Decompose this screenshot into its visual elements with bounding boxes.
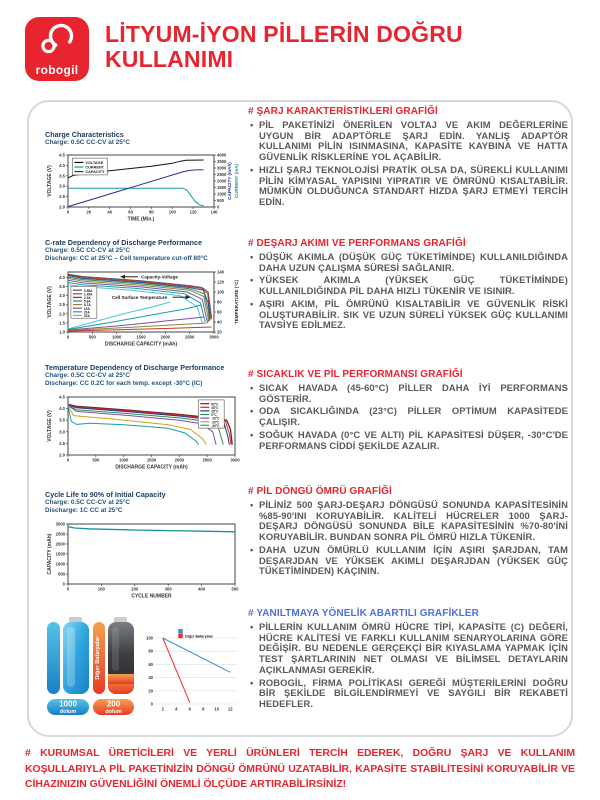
svg-text:20A: 20A <box>83 310 90 315</box>
section-sicaklik-performans <box>248 369 568 453</box>
svg-text:200: 200 <box>131 586 139 592</box>
svg-text:2500: 2500 <box>185 334 195 340</box>
bullet-list <box>248 622 568 710</box>
svg-text:4000: 4000 <box>217 152 227 158</box>
chart-crate-discharge <box>45 238 247 348</box>
svg-text:2: 2 <box>161 706 164 712</box>
svg-text:1500: 1500 <box>146 457 157 463</box>
svg-text:Capacity-Voltage: Capacity-Voltage <box>141 274 178 280</box>
svg-text:500: 500 <box>88 334 96 340</box>
section-abartili-grafikler <box>248 608 568 712</box>
svg-text:0: 0 <box>217 204 220 210</box>
svg-text:-30°C: -30°C <box>211 423 220 428</box>
svg-text:60: 60 <box>148 661 153 667</box>
svg-text:2500: 2500 <box>55 531 65 537</box>
svg-text:CAPACITY: CAPACITY <box>85 170 105 175</box>
blue-bar <box>47 622 60 694</box>
svg-text:1000: 1000 <box>217 191 227 197</box>
svg-text:500: 500 <box>58 571 65 577</box>
svg-text:2500: 2500 <box>217 172 227 178</box>
svg-text:2000: 2000 <box>174 457 184 463</box>
svg-text:4.5: 4.5 <box>59 394 65 400</box>
svg-text:2500: 2500 <box>202 457 212 463</box>
svg-text:DISCHARGE CAPACITY (mAh): DISCHARGE CAPACITY (mAh) <box>115 464 188 471</box>
svg-text:3000: 3000 <box>209 334 219 340</box>
bullet-list <box>248 383 568 451</box>
bullet-item: • DÜŞÜK AKIMLA (DÜŞÜK GÜÇ TÜKETİMİNDE) KULLANILDIĞINDA DAHA UZUN ÇALIŞMA SÜRESİ SAĞLANIR. <box>259 252 568 273</box>
svg-text:CURRENT: CURRENT <box>85 165 104 170</box>
page-title <box>105 22 463 71</box>
bullet-item: • YÜKSEK AKIMLA (YÜKSEK GÜÇ TÜKETİMİNDE) KULLANILDIĞINDA PİL DAHA HIZLI TÜKENİR VE ISINIR. <box>259 275 568 296</box>
svg-text:140: 140 <box>210 209 218 215</box>
svg-text:1500: 1500 <box>55 551 65 557</box>
svg-text:VOLTAGE (V): VOLTAGE (V) <box>47 285 53 318</box>
svg-text:3.0: 3.0 <box>59 292 65 298</box>
svg-text:0.58A: 0.58A <box>83 288 93 293</box>
section-dongu-omru <box>248 486 568 579</box>
svg-text:12: 12 <box>227 706 233 712</box>
svg-text:100: 100 <box>168 209 176 215</box>
svg-text:80: 80 <box>217 299 222 305</box>
svg-text:2.0: 2.0 <box>59 452 65 458</box>
logo-wordmark: robogil <box>35 63 79 77</box>
svg-text:20: 20 <box>148 688 153 694</box>
svg-text:TEMPERATURE (°C): TEMPERATURE (°C) <box>234 279 239 324</box>
svg-text:100: 100 <box>217 289 224 295</box>
bullet-item: • SICAK HAVADA (45-60°C) PİLLER DAHA İYİ PERFORMANS GÖSTERİR. <box>259 383 568 404</box>
svg-text:140: 140 <box>217 269 224 275</box>
svg-text:Diğer Bataryalar: Diğer Bataryalar <box>185 634 214 639</box>
section-sarj-karakteristikleri <box>248 106 568 210</box>
svg-text:100: 100 <box>146 635 153 641</box>
svg-text:0°C: 0°C <box>211 412 217 417</box>
svg-text:4: 4 <box>175 706 178 712</box>
chart-subtitle: Charge: 0.5C CC-CV at 25°C <box>45 247 130 254</box>
chart-charge-characteristics <box>45 130 247 223</box>
svg-text:6: 6 <box>188 706 191 712</box>
robogil-logo-icon <box>39 23 75 57</box>
bullet-item: • HIZLI ŞARJ TEKNOLOJİSİ PRATİK OLSA DA, SÜREKLİ KULLANIMI PİLİN KİMYASAL YAPISINI YIPRATIR VE ÖMRÜNÜ KISALTABİLİR. MÜMKÜN OLDUĞUNCA STANDART HIZDA ŞARJ ETMEYİ TERCİH EDİN. <box>259 165 568 208</box>
svg-text:0: 0 <box>150 701 153 707</box>
svg-text:2.5: 2.5 <box>59 194 65 200</box>
chart-title: Cycle Life to 90% of Initial Capacity <box>45 490 166 499</box>
chart-cycle-life <box>45 490 247 600</box>
svg-text:60: 60 <box>128 209 133 215</box>
svg-text:500: 500 <box>92 457 100 463</box>
svg-text:20: 20 <box>86 209 92 215</box>
svg-text:45°C: 45°C <box>211 405 219 410</box>
svg-text:300: 300 <box>164 586 172 592</box>
svg-text:15A: 15A <box>83 306 90 311</box>
chart-subtitle: Charge: 0.5C CC-CV at 25°C <box>45 372 130 379</box>
svg-text:40: 40 <box>148 675 153 681</box>
svg-text:CAPACITY (mAh): CAPACITY (mAh) <box>47 533 53 575</box>
svg-text:CURRENT (mA): CURRENT (mA) <box>234 164 239 199</box>
svg-text:3.5: 3.5 <box>59 417 65 423</box>
bullet-item: • PİL PAKETİNİZİ ÖNERİLEN VOLTAJ VE AKIM DEĞERLERİNE UYGUN BİR ADAPTÖRLE ŞARJ EDİN. YANLIŞ ADAPTÖR KULLANIMI PİLİN ISINMASINA, KAPASİTE KAYBINA VE HATTA GÜVENLİK RİSKLERİNE YOL AÇABİLİR. <box>259 120 568 163</box>
svg-text:1500: 1500 <box>136 334 146 340</box>
orange-badge-value: 200 <box>106 699 121 709</box>
svg-text:2000: 2000 <box>217 178 227 184</box>
svg-text:DISCHARGE CAPACITY (mAh): DISCHARGE CAPACITY (mAh) <box>104 341 178 348</box>
battery-comparison-chart <box>143 624 243 716</box>
svg-text:5.8A: 5.8A <box>83 299 91 304</box>
charge-characteristics-plot <box>45 149 241 223</box>
svg-text:VOLTAGE (V): VOLTAGE (V) <box>47 409 53 442</box>
svg-text:2.5: 2.5 <box>59 301 65 307</box>
svg-text:4.0: 4.0 <box>59 405 65 411</box>
section-heading: # DEŞARJ AKIMI VE PERFORMANS GRAFİĞİ <box>248 238 466 249</box>
blue-badge-value: 1000 <box>59 699 77 709</box>
svg-text:2.5: 2.5 <box>59 440 65 446</box>
svg-text:60°C: 60°C <box>211 401 219 406</box>
svg-text:40: 40 <box>107 209 113 215</box>
svg-text:CYCLE NUMBER: CYCLE NUMBER <box>131 593 172 600</box>
chart-subtitle: Charge: 0.5C CC-CV at 25°C <box>45 139 130 146</box>
svg-text:4.0: 4.0 <box>59 274 65 280</box>
svg-text:2.9A: 2.9A <box>83 295 91 300</box>
chart-title: Charge Characteristics <box>45 130 124 139</box>
bullet-list <box>248 120 568 208</box>
page-title-line2: KULLANIMI <box>105 45 234 72</box>
svg-text:3500: 3500 <box>217 159 227 165</box>
chart-subtitle: Discharge: CC at 25°C – Cell temperature cut-off 80°C <box>45 255 208 263</box>
svg-text:3.5: 3.5 <box>59 283 65 289</box>
svg-text:100: 100 <box>97 586 105 592</box>
svg-text:3000: 3000 <box>230 457 240 463</box>
bullet-item: • DAHA UZUN ÖMÜRLÜ KULLANIM İÇİN AŞIRI ŞARJDAN, TAM DEŞARJDAN VE YÜKSEK AKIMLI DEŞARJDAN (YÜKSEK GÜÇ TÜKETİMİNDEN) KAÇININ. <box>259 545 568 577</box>
svg-text:25A: 25A <box>83 313 90 318</box>
orange-bar-label: Diğer Bataryalar <box>95 636 101 680</box>
battery-comparison-graphic <box>45 616 243 716</box>
svg-text:400: 400 <box>198 586 206 592</box>
svg-text:3.5: 3.5 <box>59 173 65 179</box>
svg-text:500: 500 <box>217 198 224 204</box>
svg-text:3.0: 3.0 <box>59 428 65 434</box>
svg-text:10: 10 <box>214 706 220 712</box>
svg-text:3.0: 3.0 <box>59 184 65 190</box>
chart-subtitle: Discharge: CC 0.2C for each temp. except -30°C (IC) <box>45 380 203 388</box>
svg-text:VOLTAGE (V): VOLTAGE (V) <box>47 165 53 198</box>
svg-text:25°C: 25°C <box>211 409 219 414</box>
bullet-item: • PİLİNİZ 500 ŞARJ-DEŞARJ DÖNGÜSÜ SONUNDA KAPASİTESİNİN %85-90'INI KORUYABİLİR. KALİTELİ HÜCRELER 1000 ŞARJ-DEŞARJ DÖNGÜSÜ SONUNDA BİLE KAPASİTESİNİN %70-80'İNİ KORUYABİLİR. BUNDAN SONRA PİL ÖMRÜ HIZLA TÜKENİR. <box>259 500 568 543</box>
section-heading: # ŞARJ KARAKTERİSTİKLERİ GRAFİĞİ <box>248 106 438 117</box>
svg-text:8.7A: 8.7A <box>83 302 91 307</box>
chart-subtitle: Charge: 0.5C CC-CV at 25°C <box>45 499 130 506</box>
svg-text:0: 0 <box>66 586 70 592</box>
blue-battery-body <box>63 622 89 694</box>
crate-discharge-plot <box>45 266 241 348</box>
content-card <box>27 100 573 737</box>
svg-text:CAPACITY (mAh): CAPACITY (mAh) <box>227 162 232 201</box>
svg-text:1.0: 1.0 <box>59 329 65 335</box>
svg-text:2000: 2000 <box>160 334 170 340</box>
battery-illustrations <box>45 616 137 716</box>
svg-text:3000: 3000 <box>55 521 65 527</box>
section-heading: # PİL DÖNGÜ ÖMRÜ GRAFİĞİ <box>248 486 392 497</box>
svg-text:2.0: 2.0 <box>59 204 65 210</box>
svg-text:0: 0 <box>66 209 70 215</box>
svg-text:0: 0 <box>66 334 70 340</box>
svg-text:4.0: 4.0 <box>59 163 65 169</box>
svg-text:4.5: 4.5 <box>59 152 65 158</box>
bullet-item: • ODA SICAKLIĞINDA (23°C) PİLLER OPTİMUM KAPASİTEDE ÇALIŞIR. <box>259 406 568 427</box>
svg-text:2000: 2000 <box>55 541 65 547</box>
svg-text:3000: 3000 <box>217 165 227 171</box>
section-desarj-akimi <box>248 238 568 333</box>
svg-text:0: 0 <box>62 581 65 587</box>
footer-note: # KURUMSAL ÜRETİCİLERİ VE YERLİ ÜRÜNLERİ TERCİH EDEREK, DOĞRU ŞARJ VE KULLANIM KOŞULLARIYLA PİL PAKETİNİZİN DÖNGÜ ÖMRÜNÜ UZATABİLİR, KAPASİTE STABİLİTESİNİ KORUYABİLİR VE CİHAZINIZIN GÜVENLİĞİNİ ÖNEMLİ ÖLÇÜDE ARTIRABİLİRSİNİZ! <box>25 748 575 791</box>
chart-title: Temperature Dependency of Discharge Performance <box>45 363 225 372</box>
svg-text:120: 120 <box>217 279 224 285</box>
svg-text:1000: 1000 <box>112 334 122 340</box>
svg-text:80: 80 <box>148 648 153 654</box>
bullet-item: • AŞIRI AKIM, PİL ÖMRÜNÜ KISALTABİLİR VE GÜVENLİK RİSKİ OLUŞTURABİLİR. SIK VE UZUN SÜRELİ YÜKSEK GÜÇ KULLANIMI TAVSİYE EDİLMEZ. <box>259 299 568 331</box>
bullet-item: • ROBOGİL, FİRMA POLİTİKASI GEREĞİ MÜŞTERİLERİNİ DOĞRU BİR ŞEKİLDE BİLGİLENDİRMEYİ VE SAYGILI BİR REKABETİ HEDEFLER. <box>259 678 568 710</box>
bullet-list <box>248 500 568 577</box>
chart-title: C-rate Dependency of Discharge Performance <box>45 238 202 247</box>
svg-text:1000: 1000 <box>119 457 129 463</box>
svg-text:1500: 1500 <box>217 185 227 191</box>
svg-text:8: 8 <box>202 706 205 712</box>
svg-text:-20°C: -20°C <box>211 419 220 424</box>
svg-text:40: 40 <box>217 319 222 325</box>
svg-text:20: 20 <box>217 329 222 335</box>
svg-text:-10°C: -10°C <box>211 416 220 421</box>
svg-text:1000: 1000 <box>55 561 65 567</box>
svg-text:1.5: 1.5 <box>59 320 65 326</box>
bullet-list <box>248 252 568 331</box>
svg-text:60: 60 <box>217 309 222 315</box>
svg-text:1.45A: 1.45A <box>83 292 93 297</box>
svg-text:2.0: 2.0 <box>59 310 65 316</box>
section-heading: # SICAKLIK VE PİL PERFORMANSI GRAFİĞİ <box>248 369 463 380</box>
svg-text:500: 500 <box>231 586 239 592</box>
robogil-logo <box>25 17 89 81</box>
bullet-item: • SOĞUK HAVADA (0°C VE ALTI) PİL KAPASİTESİ DÜŞER, -30°C'DE PERFORMANS CİDDİ ŞEKİLDE AZALIR. <box>259 430 568 451</box>
svg-text:Cell Surface Temperature: Cell Surface Temperature <box>111 294 168 300</box>
blue-badge-unit: dolum <box>59 709 77 715</box>
cycle-life-plot <box>45 518 241 600</box>
page-title-line1: LİTYUM-İYON PİLLERİN DOĞRU <box>105 21 463 47</box>
bullet-item: • PİLLERİN KULLANIM ÖMRÜ HÜCRE TİPİ, KAPASİTE (C) DEĞERİ, HÜCRE KALİTESİ VE FARKLI KULLANIM SENARYOLARINA GÖRE DEĞİŞİR. BU NEDENLE GERÇEKÇİ BİR KIYASLAMA YAPMAK İÇİN TEST ŞARTLARININ NET OLMASI VE BİLİMSEL DETAYLARIN AÇIKLANMASI GEREKİR. <box>259 622 568 676</box>
chart-subtitle: Discharge: 1C CC at 25°C <box>45 507 123 515</box>
svg-text:120: 120 <box>189 209 197 215</box>
temperature-discharge-plot <box>45 391 241 471</box>
orange-badge-unit: dolum <box>105 709 122 715</box>
svg-text:TIME (Min.): TIME (Min.) <box>127 216 155 223</box>
svg-text:VOLTAGE: VOLTAGE <box>85 161 104 166</box>
svg-text:0: 0 <box>66 457 70 463</box>
section-heading: # YANILTMAYA YÖNELİK ABARTILI GRAFİKLER <box>248 608 479 619</box>
chart-temperature-discharge <box>45 363 247 471</box>
svg-text:80: 80 <box>149 209 154 215</box>
